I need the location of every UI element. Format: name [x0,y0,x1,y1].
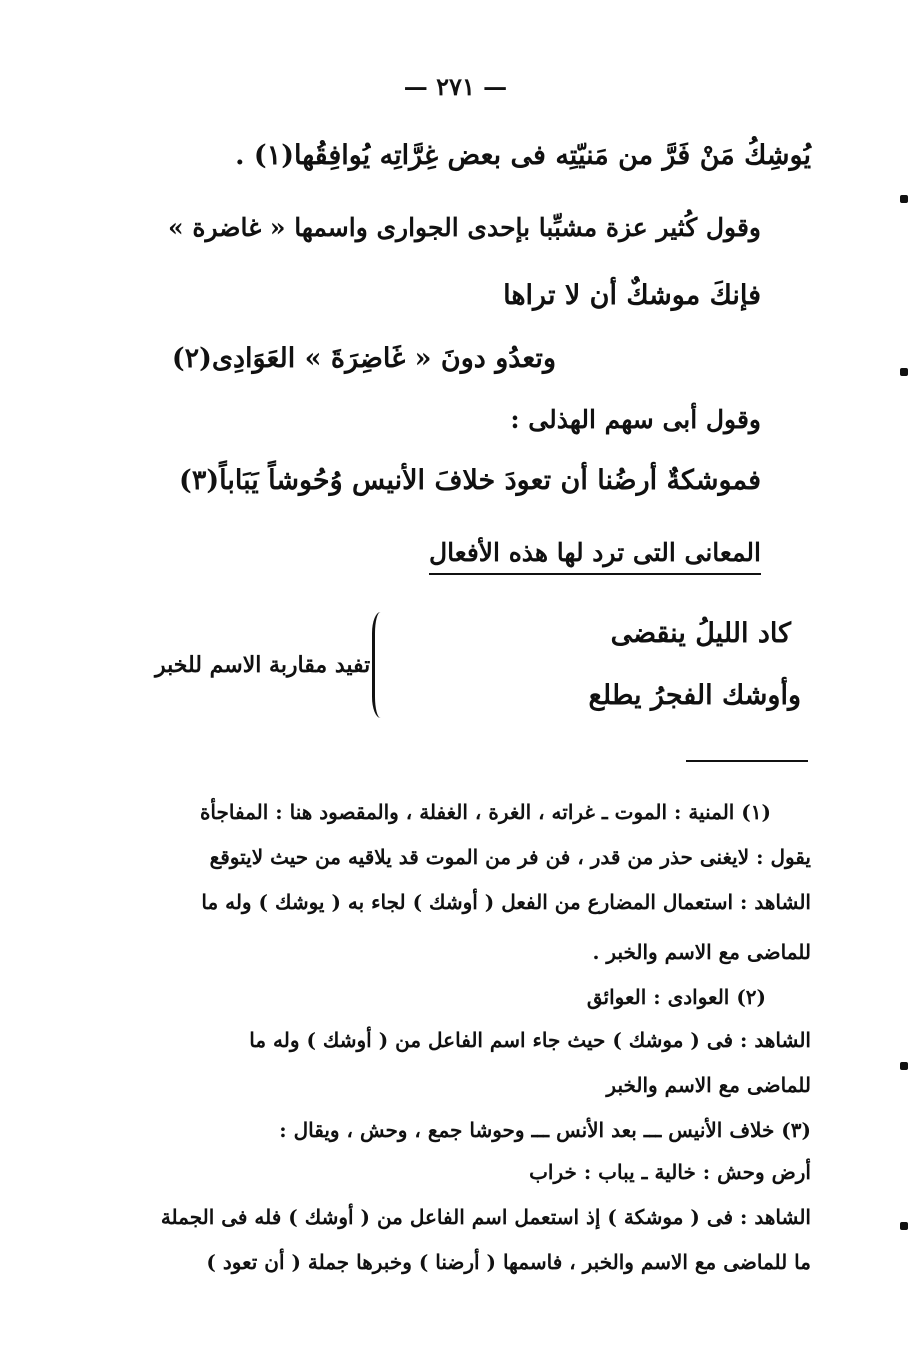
footnote-2: (٢) العوادى : العوائق [586,985,766,1009]
footnote-2-line-2: الشاهد : فى ( موشك ) حيث جاء اسم الفاعل من ( أوشك ) وله ما [249,1028,811,1052]
footnote-3-line-4: ما للماضى مع الاسم والخبر ، فاسمها ( أرضنا ) وخبرها جملة ( أن تعود ) [206,1250,811,1274]
footnote-1-line-2: يقول : لايغنى حذر من قدر ، فن فر من الموت قد يلاقيه من حيث لايتوقع [209,845,811,869]
footnote-3-line-2: أرض وحش : خالية ـ يباب : خراب [529,1160,811,1184]
text-line-5: وقول أبى سهم الهذلى : [510,405,761,434]
footnote-2-line-3: للماضى مع الاسم والخبر [606,1073,811,1097]
margin-mark [900,195,908,203]
curly-brace [372,612,389,718]
margin-mark [900,1222,908,1230]
meaning-label: تفيد مقاربة الاسم للخبر [155,652,371,678]
verse-line-3: فإنكَ موشكٌ أن لا تراها [503,280,761,311]
margin-mark [900,1062,908,1070]
example-line-1: كاد الليلُ ينقضى [610,618,791,649]
margin-mark [900,368,908,376]
section-heading: المعانى التى ترد لها هذه الأفعال [429,538,761,575]
footnote-1-line-3: الشاهد : استعمال المضارع من الفعل ( أوشك ) لجاء به ( يوشك ) وله ما [201,890,811,914]
verse-line-6: فموشكةٌ أرضُنا أن تعودَ خلافَ الأنيس وُحُوشاً يَبَاباً(٣) [179,465,761,496]
footnote-3-line-3: الشاهد : فى ( موشكة ) إذ استعمل اسم الفاعل من ( أوشك ) فله فى الجملة [160,1205,811,1229]
verse-line-1: يُوشِكُ مَنْ فَرَّ من مَنيّتِه فى بعض غِرَّاتِه يُوافِقُها(١) . [235,140,811,171]
example-line-2: وأوشك الفجرُ يطلع [588,680,801,711]
footnote-separator [686,760,808,762]
footnote-1-line-4: للماضى مع الاسم والخبر . [592,940,811,964]
verse-line-4: وتعدُو دونَ « غَاضِرَةَ » العَوَادِى(٢) [171,343,556,374]
text-line-2: وقول كُثير عزة مشبِّبا بإحدى الجوارى واسمها « غاضرة » [168,213,761,242]
footnote-3: (٣) خلاف الأنيس ـــ بعد الأنس ـــ وحوشا جمع ، وحش ، ويقال : [279,1118,811,1142]
footnote-1: (١) المنية : الموت ـ غراته ، الغرة ، الغفلة ، والمقصود هنا : المفاجأة [199,800,771,824]
page-number: — ٢٧١ — [403,72,508,101]
